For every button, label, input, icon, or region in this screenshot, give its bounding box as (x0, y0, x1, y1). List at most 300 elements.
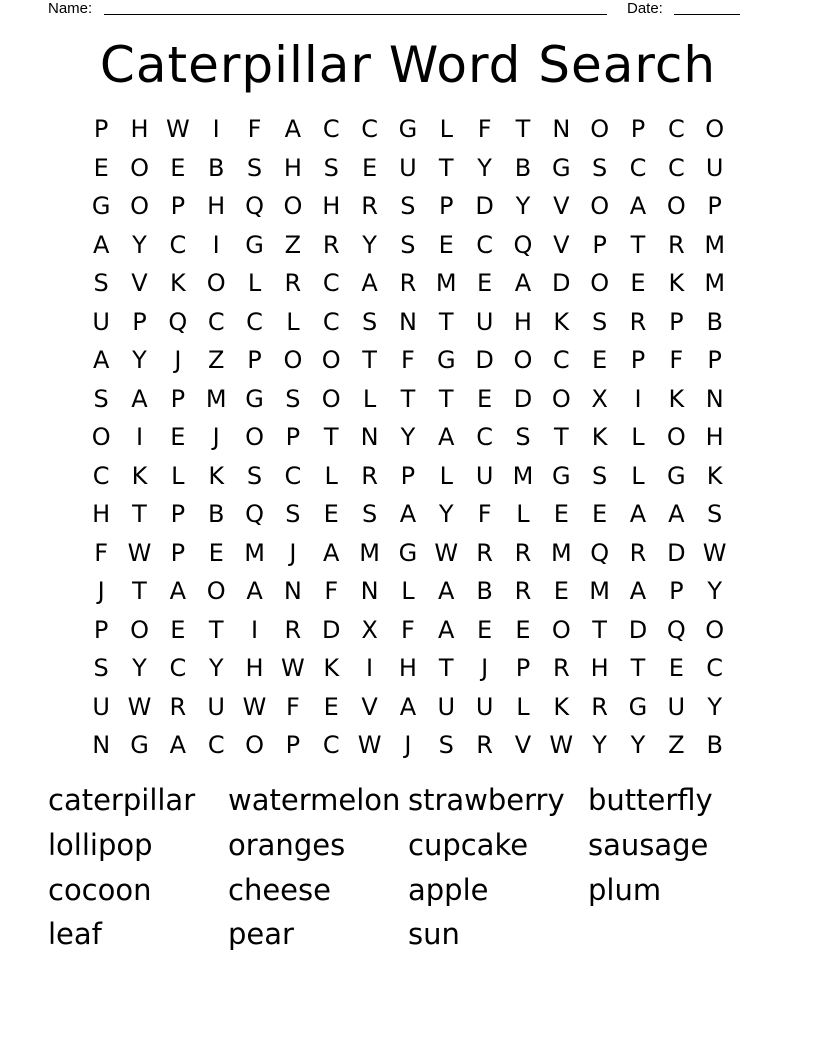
grid-letter[interactable]: S (285, 384, 301, 413)
grid-letter[interactable]: C (246, 307, 263, 336)
grid-letter[interactable]: T (323, 423, 339, 451)
grid-letter[interactable]: C (476, 423, 493, 451)
grid-letter[interactable]: W (702, 538, 727, 567)
grid-letter[interactable]: N (283, 577, 302, 605)
grid-letter[interactable]: F (401, 346, 415, 374)
grid-letter[interactable]: Z (207, 346, 225, 374)
word-search-grid (82, 110, 734, 765)
grid-letter[interactable]: P (170, 384, 186, 413)
grid-letter[interactable]: O (283, 346, 303, 374)
grid-letter[interactable]: E (477, 615, 493, 644)
grid-letter[interactable]: O (551, 615, 571, 644)
grid-letter[interactable]: B (706, 731, 723, 759)
grid-letter[interactable]: L (247, 269, 262, 297)
grid-letter[interactable]: Y (707, 577, 722, 605)
grid-letter[interactable]: S (93, 269, 109, 297)
grid-letter[interactable]: E (553, 500, 569, 528)
grid-letter[interactable]: L (439, 461, 453, 490)
grid-letter[interactable]: S (361, 307, 378, 336)
grid-letter[interactable]: P (93, 115, 109, 143)
grid-letter[interactable]: X (591, 384, 608, 413)
grid-letter[interactable]: I (366, 654, 374, 682)
grid-letter[interactable]: P (707, 346, 722, 374)
grid-letter[interactable]: O (91, 423, 111, 451)
grid-letter[interactable]: O (590, 115, 610, 143)
grid-letter[interactable]: Y (515, 192, 531, 220)
grid-letter[interactable]: O (705, 115, 725, 143)
grid-letter[interactable]: O (130, 153, 149, 182)
grid-letter[interactable]: R (514, 577, 532, 605)
grid-letter[interactable]: Q (245, 192, 264, 220)
grid-letter[interactable]: T (132, 500, 147, 528)
grid-letter[interactable]: U (475, 307, 494, 336)
grid-letter[interactable]: C (322, 307, 340, 336)
grid-letter[interactable]: K (131, 461, 148, 490)
grid-letter[interactable]: K (668, 384, 685, 413)
grid-letter[interactable]: A (246, 577, 263, 605)
grid-letter[interactable]: P (515, 654, 531, 682)
grid-letter[interactable]: Q (245, 500, 264, 528)
grid-letter[interactable]: C (322, 731, 340, 759)
grid-letter[interactable]: O (590, 269, 610, 297)
grid-letter[interactable]: E (630, 269, 646, 297)
grid-letter[interactable]: L (324, 461, 338, 490)
grid-letter[interactable]: M (704, 230, 726, 259)
name-field[interactable] (104, 14, 607, 15)
grid-letter[interactable]: I (212, 230, 220, 259)
grid-letter[interactable]: Y (438, 500, 454, 528)
grid-letter[interactable]: J (481, 654, 489, 682)
grid-letter[interactable]: Q (666, 615, 686, 644)
grid-letter[interactable]: K (591, 423, 608, 451)
grid-letter[interactable]: W (434, 538, 459, 567)
grid-letter[interactable]: T (438, 654, 454, 682)
grid-letter[interactable]: Y (132, 346, 147, 374)
grid-letter[interactable]: H (322, 192, 341, 220)
grid-row (82, 110, 734, 149)
grid-letter[interactable]: G (436, 346, 456, 374)
grid-letter[interactable]: M (435, 269, 457, 297)
grid-letter[interactable]: C (169, 654, 187, 682)
grid-letter[interactable]: C (706, 654, 724, 682)
grid-letter[interactable]: A (629, 577, 647, 605)
grid-letter[interactable]: F (477, 115, 492, 143)
grid-letter[interactable]: P (170, 538, 186, 567)
grid-letter[interactable]: N (552, 115, 571, 143)
grid-letter[interactable]: F (285, 692, 300, 721)
grid-letter[interactable]: F (94, 538, 109, 567)
word-list-item: plum (588, 872, 662, 907)
grid-letter[interactable]: Z (668, 731, 685, 759)
grid-letter[interactable]: J (174, 346, 182, 374)
grid-letter[interactable]: T (400, 384, 416, 413)
grid-letter[interactable]: U (92, 692, 110, 721)
grid-letter[interactable]: R (629, 538, 647, 567)
date-field[interactable] (674, 14, 740, 15)
grid-letter[interactable]: V (361, 692, 378, 721)
grid-letter[interactable]: R (284, 615, 302, 644)
grid-letter[interactable]: P (285, 731, 301, 759)
grid-letter[interactable]: Y (208, 654, 224, 682)
grid-letter[interactable]: R (322, 230, 340, 259)
grid-letter[interactable]: C (322, 269, 340, 297)
grid-letter[interactable]: B (514, 153, 532, 182)
grid-letter[interactable]: O (245, 731, 264, 759)
grid-letter[interactable]: L (171, 461, 185, 490)
grid-letter[interactable]: G (667, 461, 686, 490)
grid-letter[interactable]: L (286, 307, 300, 336)
grid-letter[interactable]: Y (477, 153, 492, 182)
grid-letter[interactable]: V (131, 269, 148, 297)
grid-letter[interactable]: D (513, 384, 533, 413)
word-list-item: strawberry (408, 783, 565, 817)
grid-letter[interactable]: T (438, 307, 454, 336)
grid-letter[interactable]: R (591, 692, 608, 721)
grid-letter[interactable]: B (207, 500, 225, 528)
grid-letter[interactable]: S (400, 230, 416, 259)
grid-letter[interactable]: T (592, 615, 607, 644)
grid-letter[interactable]: P (669, 577, 684, 605)
grid-letter[interactable]: H (513, 307, 532, 336)
word-list-item: caterpillar (48, 783, 196, 817)
grid-letter[interactable]: C (284, 461, 302, 490)
grid-letter[interactable]: O (283, 192, 303, 220)
grid-letter[interactable]: P (247, 346, 262, 374)
grid-letter[interactable]: B (706, 307, 723, 336)
grid-letter[interactable]: S (361, 500, 378, 528)
grid-letter[interactable]: Q (513, 230, 533, 259)
grid-letter[interactable]: D (552, 269, 571, 297)
grid-letter[interactable]: X (361, 615, 378, 644)
grid-letter[interactable]: G (91, 192, 111, 220)
grid-letter[interactable]: C (207, 307, 225, 336)
grid-letter[interactable]: W (127, 538, 152, 567)
grid-letter[interactable]: V (514, 731, 532, 759)
grid-letter[interactable]: E (592, 500, 608, 528)
grid-letter[interactable]: S (592, 461, 608, 490)
grid-letter[interactable]: T (630, 654, 646, 682)
grid-letter[interactable]: R (361, 461, 378, 490)
grid-letter[interactable]: U (207, 692, 225, 721)
grid-letter[interactable]: D (475, 192, 494, 220)
grid-letter[interactable]: M (512, 461, 534, 490)
grid-letter[interactable]: N (92, 731, 111, 759)
word-list-item: cocoon (48, 872, 152, 907)
grid-letter[interactable]: S (246, 153, 263, 182)
grid-letter[interactable]: Y (362, 230, 377, 259)
grid-row (82, 149, 734, 188)
grid-letter[interactable]: A (169, 577, 187, 605)
grid-letter[interactable]: L (439, 115, 453, 143)
grid-letter[interactable]: J (212, 423, 220, 451)
grid-letter[interactable]: C (667, 115, 685, 143)
grid-letter[interactable]: O (321, 384, 341, 413)
grid-letter[interactable]: F (401, 615, 415, 644)
grid-letter[interactable]: H (207, 192, 226, 220)
grid-letter[interactable]: T (553, 423, 569, 451)
grid-letter[interactable]: L (631, 461, 645, 490)
grid-letter[interactable]: R (399, 269, 417, 297)
grid-letter[interactable]: S (515, 423, 531, 451)
grid-letter[interactable]: O (206, 269, 226, 297)
grid-letter[interactable]: G (398, 538, 418, 567)
grid-letter[interactable]: O (551, 384, 571, 413)
grid-letter[interactable]: O (666, 423, 686, 451)
grid-letter[interactable]: N (360, 423, 379, 451)
grid-letter[interactable]: P (170, 500, 186, 528)
grid-letter[interactable]: Y (707, 692, 722, 721)
grid-letter[interactable]: Y (592, 731, 607, 759)
grid-letter[interactable]: C (667, 153, 685, 182)
grid-letter[interactable]: D (475, 346, 494, 374)
grid-letter[interactable]: R (667, 230, 685, 259)
grid-letter[interactable]: O (321, 346, 341, 374)
grid-letter[interactable]: C (322, 115, 340, 143)
grid-letter[interactable]: E (438, 230, 454, 259)
grid-letter[interactable]: A (438, 615, 455, 644)
grid-letter[interactable]: A (668, 500, 685, 528)
grid-letter[interactable]: D (321, 615, 341, 644)
grid-letter[interactable]: E (93, 153, 109, 182)
grid-letter[interactable]: E (515, 615, 531, 644)
grid-letter[interactable]: M (359, 538, 380, 567)
grid-letter[interactable]: E (208, 538, 224, 567)
grid-letter[interactable]: V (553, 192, 570, 220)
grid-letter[interactable]: S (93, 654, 109, 682)
grid-letter[interactable]: M (589, 577, 610, 605)
grid-letter[interactable]: T (132, 577, 147, 605)
grid-letter[interactable]: S (246, 461, 263, 490)
grid-letter[interactable]: C (476, 230, 493, 259)
grid-letter[interactable]: C (361, 115, 378, 143)
grid-letter[interactable]: R (514, 538, 532, 567)
grid-letter[interactable]: C (629, 153, 647, 182)
grid-letter[interactable]: D (628, 615, 648, 644)
grid-letter[interactable]: S (93, 384, 109, 413)
grid-letter[interactable]: P (669, 307, 684, 336)
grid-letter[interactable]: P (285, 423, 301, 451)
grid-letter[interactable]: E (170, 423, 186, 451)
grid-letter[interactable]: A (131, 384, 148, 413)
grid-letter[interactable]: D (667, 538, 686, 567)
grid-letter[interactable]: L (516, 692, 530, 721)
grid-letter[interactable]: U (92, 307, 110, 336)
grid-letter[interactable]: R (476, 731, 493, 759)
grid-letter[interactable]: O (245, 423, 264, 451)
grid-letter[interactable]: W (165, 115, 190, 143)
grid-letter[interactable]: A (438, 577, 455, 605)
grid-letter[interactable]: S (592, 307, 608, 336)
grid-letter[interactable]: E (477, 384, 493, 413)
grid-letter[interactable]: K (553, 692, 570, 721)
grid-letter[interactable]: F (324, 577, 339, 605)
grid-letter[interactable]: E (553, 577, 569, 605)
grid-letter[interactable]: S (400, 192, 416, 220)
grid-letter[interactable]: Q (168, 307, 188, 336)
grid-letter[interactable]: L (631, 423, 645, 451)
grid-letter[interactable]: A (284, 115, 302, 143)
grid-letter[interactable]: N (398, 307, 417, 336)
grid-letter[interactable]: P (630, 346, 646, 374)
grid-letter[interactable]: E (361, 153, 378, 182)
grid-letter[interactable]: M (550, 538, 572, 567)
grid-letter[interactable]: B (207, 153, 225, 182)
grid-letter[interactable]: K (208, 461, 225, 490)
grid-letter[interactable]: U (705, 153, 724, 182)
grid-letter[interactable]: S (438, 731, 454, 759)
grid-letter[interactable]: J (404, 731, 412, 759)
grid-letter[interactable]: H (245, 654, 264, 682)
grid-letter[interactable]: E (592, 346, 608, 374)
grid-letter[interactable]: S (323, 153, 339, 182)
grid-letter[interactable]: A (92, 346, 110, 374)
grid-letter[interactable]: I (634, 384, 642, 413)
grid-letter[interactable]: A (399, 692, 417, 721)
grid-letter[interactable]: C (92, 461, 110, 490)
grid-letter[interactable]: G (245, 384, 264, 413)
grid-letter[interactable]: W (281, 654, 305, 682)
grid-letter[interactable]: Y (132, 230, 147, 259)
grid-letter[interactable]: T (208, 615, 224, 644)
grid-letter[interactable]: O (666, 192, 686, 220)
grid-letter[interactable]: R (361, 192, 378, 220)
grid-letter[interactable]: Y (630, 731, 646, 759)
grid-letter[interactable]: R (552, 654, 570, 682)
grid-letter[interactable]: M (704, 269, 726, 297)
grid-letter[interactable]: H (92, 500, 111, 528)
grid-letter[interactable]: W (357, 731, 382, 759)
grid-letter[interactable]: R (284, 269, 302, 297)
grid-letter[interactable]: H (705, 423, 724, 451)
grid-letter[interactable]: O (513, 346, 533, 374)
grid-letter[interactable]: H (130, 115, 149, 143)
grid-letter[interactable]: L (516, 500, 530, 528)
grid-letter[interactable]: U (437, 692, 456, 721)
grid-letter[interactable]: U (475, 692, 494, 721)
grid-letter[interactable]: T (515, 115, 531, 143)
grid-letter[interactable]: I (135, 423, 144, 451)
grid-letter[interactable]: I (212, 115, 220, 143)
grid-letter[interactable]: T (362, 346, 377, 374)
grid-letter[interactable]: A (629, 500, 647, 528)
grid-letter[interactable]: C (207, 731, 225, 759)
grid-letter[interactable]: S (707, 500, 723, 528)
grid-letter[interactable]: H (283, 153, 302, 182)
grid-letter[interactable]: H (398, 654, 417, 682)
grid-letter[interactable]: L (362, 384, 377, 413)
grid-letter[interactable]: W (242, 692, 267, 721)
grid-letter[interactable]: P (630, 115, 646, 143)
grid-letter[interactable]: A (438, 423, 455, 451)
grid-letter[interactable]: A (514, 269, 532, 297)
grid-letter[interactable]: S (285, 500, 301, 528)
grid-letter[interactable]: O (130, 615, 149, 644)
grid-letter[interactable]: A (92, 230, 110, 259)
grid-letter[interactable]: A (629, 192, 647, 220)
grid-letter[interactable]: W (549, 731, 574, 759)
grid-letter[interactable]: U (399, 153, 417, 182)
grid-letter[interactable]: K (169, 269, 186, 297)
grid-letter[interactable]: E (323, 692, 339, 721)
grid-letter[interactable]: L (401, 577, 415, 605)
grid-letter[interactable]: K (668, 269, 685, 297)
grid-letter[interactable]: N (705, 384, 724, 413)
grid-letter[interactable]: G (130, 731, 149, 759)
grid-letter[interactable]: G (245, 230, 264, 259)
grid-letter[interactable]: V (553, 230, 570, 259)
grid-letter[interactable]: I (251, 615, 259, 644)
grid-letter[interactable]: N (360, 577, 379, 605)
grid-letter[interactable]: H (590, 654, 609, 682)
grid-letter[interactable]: Y (132, 654, 147, 682)
grid-letter[interactable]: P (400, 461, 416, 490)
grid-letter[interactable]: T (438, 384, 454, 413)
grid-letter[interactable]: M (205, 384, 227, 413)
grid-letter[interactable]: B (476, 577, 493, 605)
grid-letter[interactable]: P (93, 615, 109, 644)
grid-letter[interactable]: U (667, 692, 686, 721)
grid-letter[interactable]: Z (284, 230, 302, 259)
grid-letter[interactable]: J (289, 538, 297, 567)
grid-letter[interactable]: O (705, 615, 725, 644)
grid-letter[interactable]: P (132, 307, 147, 336)
grid-letter[interactable]: F (247, 115, 262, 143)
grid-letter[interactable]: G (551, 461, 571, 490)
grid-letter[interactable]: R (476, 538, 493, 567)
grid-letter[interactable]: U (475, 461, 494, 490)
grid-letter[interactable]: E (170, 615, 186, 644)
word-list-item: lollipop (48, 827, 153, 862)
grid-letter[interactable]: P (707, 192, 722, 220)
date-label: Date: (627, 0, 663, 17)
grid-letter[interactable]: A (323, 538, 340, 567)
grid-letter[interactable]: T (630, 230, 646, 259)
grid-letter[interactable]: Q (590, 538, 610, 567)
grid-letter[interactable]: J (97, 577, 105, 605)
grid-letter[interactable]: K (323, 654, 340, 682)
grid-letter[interactable]: G (551, 153, 571, 182)
grid-letter[interactable]: A (169, 731, 187, 759)
grid-letter[interactable]: W (127, 692, 152, 721)
grid-letter[interactable]: M (244, 538, 265, 567)
grid-letter[interactable]: E (323, 500, 339, 528)
grid-letter[interactable]: C (169, 230, 187, 259)
grid-letter[interactable]: O (590, 192, 610, 220)
grid-letter[interactable]: G (398, 115, 418, 143)
grid-letter[interactable]: K (706, 461, 723, 490)
grid-letter[interactable]: P (170, 192, 186, 220)
grid-letter[interactable]: E (170, 153, 186, 182)
grid-letter[interactable]: T (438, 153, 454, 182)
grid-letter[interactable]: E (668, 654, 684, 682)
grid-letter[interactable]: R (169, 692, 187, 721)
grid-letter[interactable]: O (130, 192, 149, 220)
grid-letter[interactable]: P (592, 230, 607, 259)
grid-letter[interactable]: E (477, 269, 493, 297)
grid-letter[interactable]: K (553, 307, 570, 336)
grid-letter[interactable]: P (439, 192, 454, 220)
grid-letter[interactable]: A (361, 269, 378, 297)
grid-letter[interactable]: Y (400, 423, 416, 451)
grid-letter[interactable]: G (628, 692, 648, 721)
grid-letter[interactable]: R (629, 307, 647, 336)
grid-letter[interactable]: O (206, 577, 226, 605)
grid-letter[interactable]: F (669, 346, 684, 374)
grid-letter[interactable]: F (477, 500, 492, 528)
grid-letter[interactable]: S (592, 153, 608, 182)
grid-letter[interactable]: C (552, 346, 570, 374)
grid-letter[interactable]: A (399, 500, 417, 528)
